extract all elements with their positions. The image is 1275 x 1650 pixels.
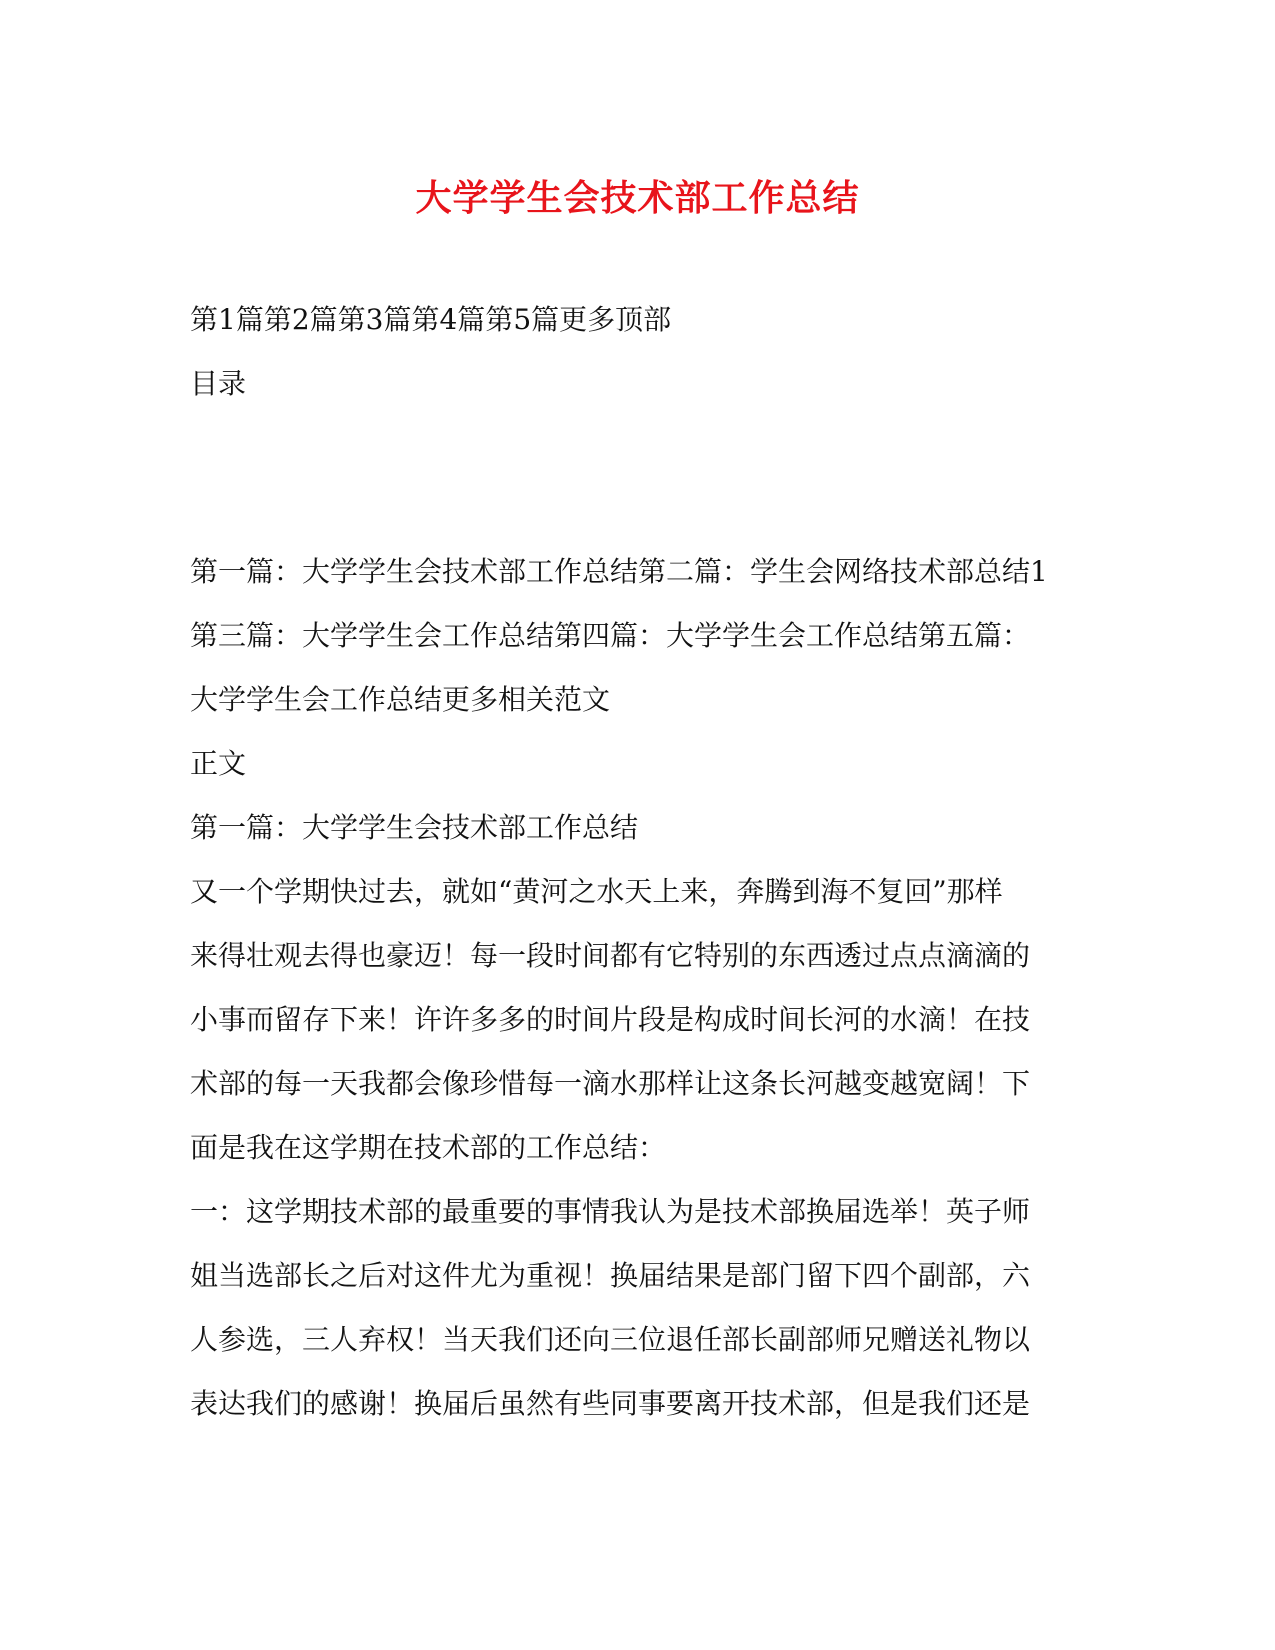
paragraph-line: 小事而留存下来！许许多多的时间片段是构成时间长河的水滴！在技 [190, 1003, 1031, 1036]
page-title: 大学学生会技术部工作总结 [415, 177, 860, 219]
article-nav [190, 288, 1090, 352]
nav-link-top[interactable]: 顶部 [615, 303, 672, 336]
paragraph-line: 表达我们的感谢！换届后虽然有些同事要离开技术部，但是我们还是 [190, 1387, 1031, 1420]
paragraph-line: 术部的每一天我都会像珍惜每一滴水那样让这条长河越变越宽阔！下 [190, 1067, 1031, 1100]
nav-link-more[interactable]: 更多 [559, 303, 616, 336]
toc-line[interactable]: 第三篇：大学学生会工作总结第四篇：大学学生会工作总结第五篇： [190, 619, 1031, 652]
section-title: 第一篇：大学学生会技术部工作总结 [190, 811, 639, 844]
paragraph-line: 又一个学期快过去，就如“黄河之水天上来，奔腾到海不复回”那样 [190, 875, 1003, 908]
toc-line[interactable]: 大学学生会工作总结更多相关范文 [190, 683, 611, 716]
nav-link-2[interactable]: 第2篇 [263, 303, 338, 336]
nav-link-3[interactable]: 第3篇 [337, 303, 412, 336]
toc-line[interactable]: 第一篇：大学学生会技术部工作总结第二篇：学生会网络技术部总结1 [190, 555, 1048, 588]
paragraph-line: 面是我在这学期在技术部的工作总结： [190, 1131, 667, 1164]
paragraph-line: 一：这学期技术部的最重要的事情我认为是技术部换届选举！英子师 [190, 1195, 1031, 1228]
paragraph-line: 姐当选部长之后对这件尤为重视！换届结果是部门留下四个副部，六 [190, 1259, 1031, 1292]
paragraph-line: 来得壮观去得也豪迈！每一段时间都有它特别的东西透过点点滴滴的 [190, 939, 1031, 972]
nav-link-1[interactable]: 第1篇 [190, 303, 264, 336]
document-body [190, 288, 1090, 1436]
paragraph-line: 人参选，三人弃权！当天我们还向三位退任部长副部师兄赠送礼物以 [190, 1323, 1031, 1356]
nav-link-4[interactable]: 第4篇 [411, 303, 486, 336]
body-heading: 正文 [190, 747, 247, 780]
nav-link-5[interactable]: 第5篇 [485, 303, 560, 336]
toc-heading: 目录 [190, 367, 247, 400]
spacer [190, 416, 1090, 540]
